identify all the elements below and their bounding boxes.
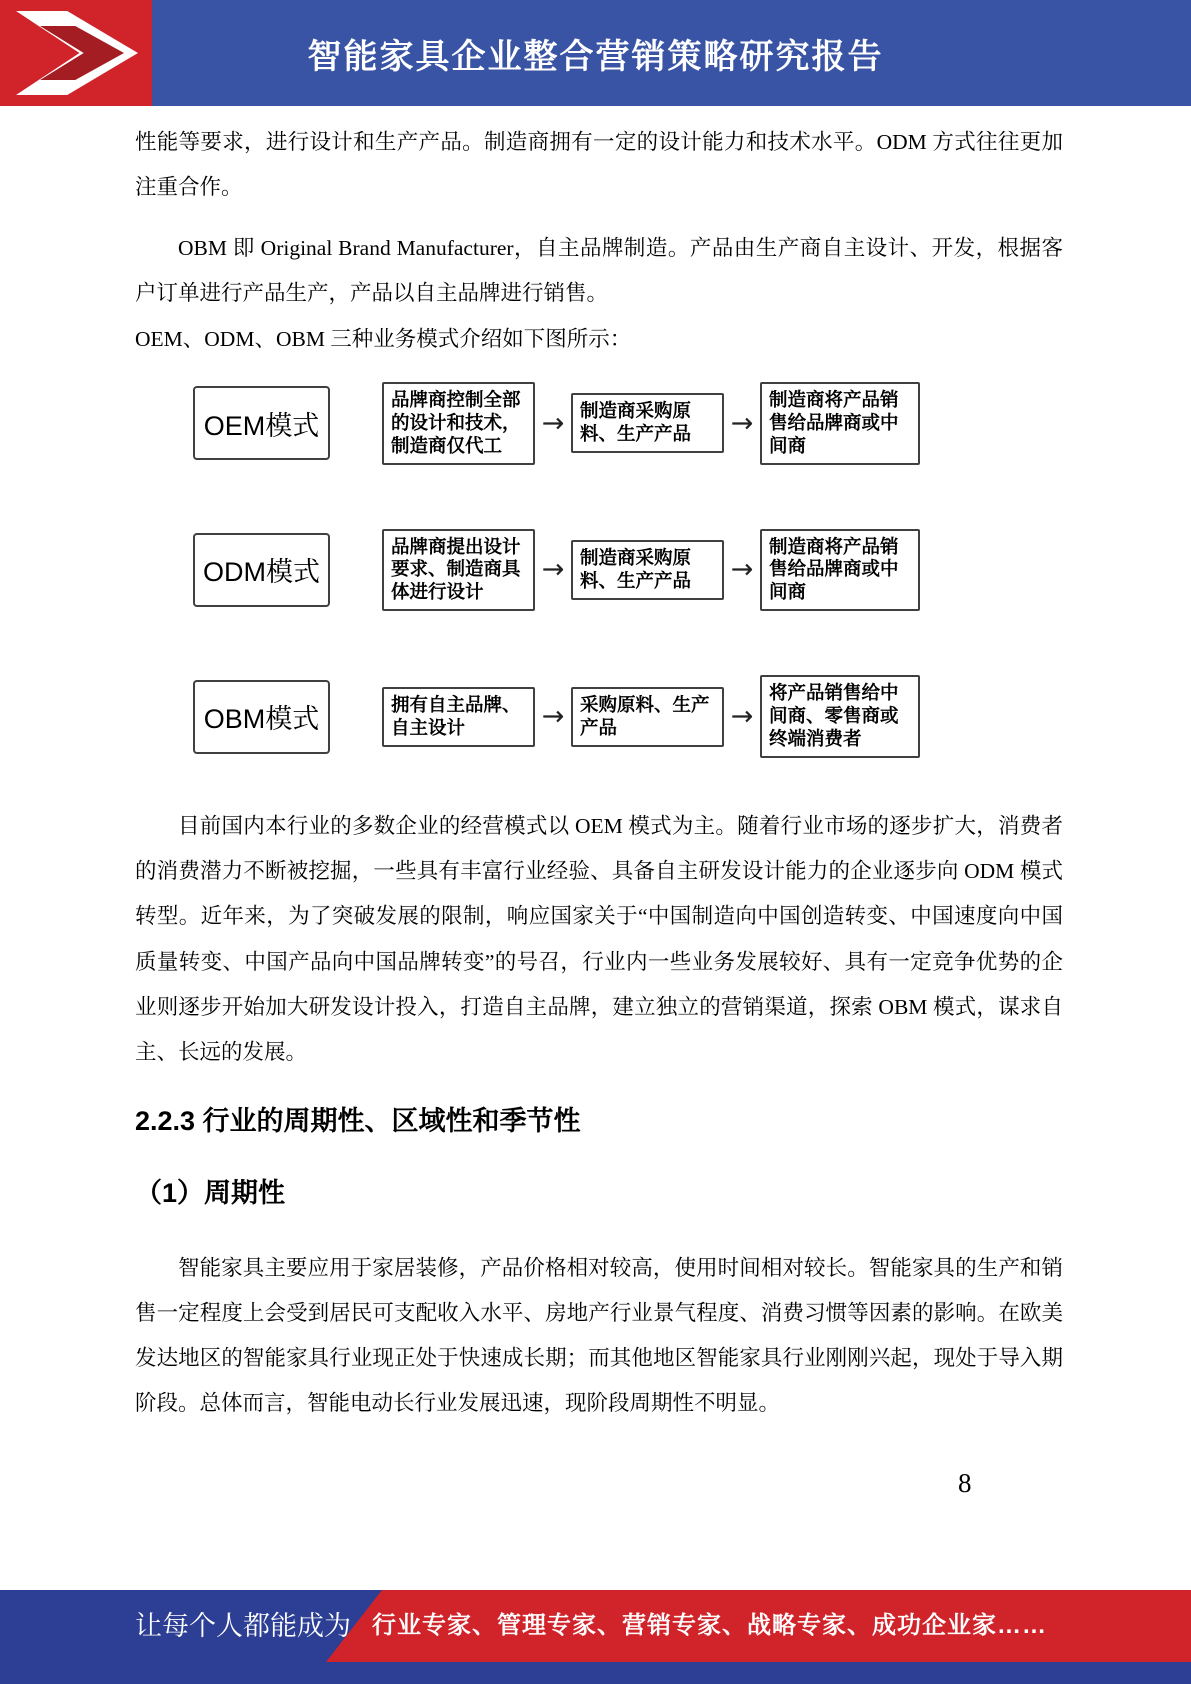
diagram-step-box: 制造商将产品销售给品牌商或中间商 — [760, 529, 920, 612]
page-footer — [0, 1590, 1191, 1684]
report-title: 智能家具企业整合营销策略研究报告 — [307, 37, 884, 76]
page-header — [0, 0, 1191, 106]
arrow-right-icon: → — [541, 407, 565, 439]
paragraph-obm-definition: OBM 即 Original Brand Manufacturer，自主品牌制造。产品由生产商自主设计、开发，根据客户订单进行产品生产，产品以自主品牌进行销售。 — [135, 236, 1063, 306]
diagram-row-oem — [193, 382, 1063, 465]
diagram-step-box: 将产品销售给中间商、零售商或终端消费者 — [760, 675, 920, 758]
diagram-label-box — [193, 386, 330, 460]
diagram-label-text: ODM模式 — [203, 557, 320, 588]
diagram-step-box: 制造商将产品销售给品牌商或中间商 — [760, 382, 920, 465]
footer-slogan-left: 让每个人都能成为 — [135, 1611, 351, 1641]
diagram-row-obm — [193, 675, 1063, 758]
diagram-label-text: OBM模式 — [203, 704, 320, 735]
diagram-step-box: 品牌商提出设计要求、制造商具体进行设计 — [382, 529, 535, 612]
page-content — [135, 106, 1063, 1426]
diagram-label-text: OEM模式 — [203, 410, 320, 441]
footer-slogan-right: 行业专家、管理专家、营销专家、战略专家、成功企业家…… — [372, 1612, 1047, 1639]
diagram-row-odm — [193, 529, 1063, 612]
paragraph-odm-continued: 性能等要求，进行设计和生产产品。制造商拥有一定的设计能力和技术水平。ODM 方式往往更加注重合作。 — [135, 130, 1063, 200]
arrow-right-icon: → — [730, 554, 754, 586]
page-number: 8 — [958, 1468, 972, 1498]
arrow-right-icon: → — [730, 407, 754, 439]
diagram-label-box — [193, 680, 330, 754]
diagram-step-box: 制造商采购原料、生产产品 — [571, 540, 724, 600]
paragraph-diagram-intro: OEM、ODM、OBM 三种业务模式介绍如下图所示： — [135, 326, 632, 351]
business-model-diagram — [193, 382, 1063, 758]
arrow-right-icon: → — [541, 701, 565, 733]
diagram-step-box: 拥有自主品牌、自主设计 — [382, 687, 535, 747]
diagram-label-box — [193, 533, 330, 607]
section-heading-223: 2.2.3 行业的周期性、区域性和季节性 — [135, 1105, 581, 1136]
paragraph-cyclicality: 智能家具主要应用于家居装修，产品价格相对较高，使用时间相对较长。智能家具的生产和销售一定程度上会受到居民可支配收入水平、房地产行业景气程度、消费习惯等因素的影响。在欧美发达地区的智能家具行业现正处于快速成长期；而其他地区智能家具行业刚刚兴起，现处于导入期阶段。总体而言，智能电动长行业发展迅速，现阶段周期性不明显。 — [135, 1255, 1063, 1416]
diagram-step-box: 品牌商控制全部的设计和技术，制造商仅代工 — [382, 382, 535, 465]
paragraph-market-transition: 目前国内本行业的多数企业的经营模式以 OEM 模式为主。随着行业市场的逐步扩大，消费者的消费潜力不断被挖掘，一些具有丰富行业经验、具备自主研发设计能力的企业逐步向 ODM 模式转型。近年来，为了突破发展的限制，响应国家关于“中国制造向中国创造转变、中国速度向中国质量转变、中国产品向中国品牌转变”的号召，行业内一些业务发展较好、具有一定竞争优势的企业则逐步开始加大研发设计投入，打造自主品牌，建立独立的营销渠道，探索 OBM 模式，谋求自主、长远的发展。 — [135, 814, 1063, 1064]
arrow-right-icon: → — [730, 701, 754, 733]
diagram-step-box: 制造商采购原料、生产产品 — [571, 393, 724, 453]
diagram-step-box: 采购原料、生产产品 — [571, 687, 724, 747]
arrow-right-icon: → — [541, 554, 565, 586]
subsection-heading-cyclicality: （1）周期性 — [135, 1178, 286, 1209]
